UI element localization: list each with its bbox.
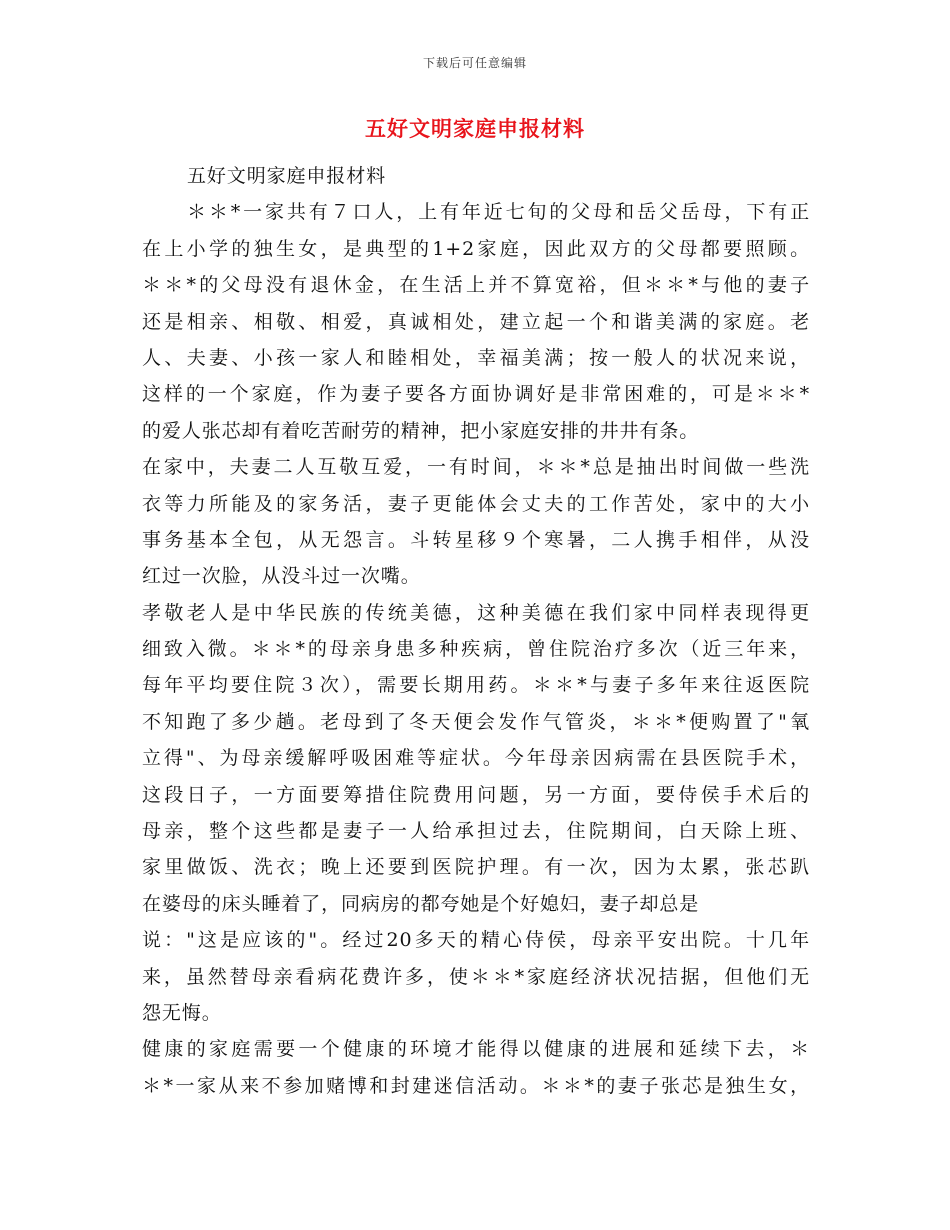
body-line: 健康的家庭需要一个健康的环境才能得以健康的进展和延续下去，＊ [142, 1038, 810, 1061]
body-line: 孝敬老人是中华民族的传统美德，这种美德在我们家中同样表现得更 [142, 601, 810, 624]
body-line: 立得"、为母亲缓解呼吸困难等症状。今年母亲因病需在县医院手术， [142, 747, 810, 770]
body-line: 衣等力所能及的家务活，妻子更能体会丈夫的工作苦处，家中的大小 [142, 492, 810, 515]
body-line: 说："这是应该的"。经过20多天的精心侍侯，母亲平安出院。十几年 [142, 929, 810, 952]
body-line: 来，虽然替母亲看病花费许多，使＊＊*家庭经济状况拮据，但他们无 [142, 965, 810, 988]
body-line: 人、夫妻、小孩一家人和睦相处，幸福美满；按一般人的状况来说， [142, 346, 810, 369]
body-line: ＊＊*一家共有７口人，上有年近七旬的父母和岳父岳母，下有正 [187, 201, 810, 224]
body-line: 事务基本全包，从无怨言。斗转星移９个寒暑，二人携手相伴，从没 [142, 528, 810, 551]
header-note: 下载后可任意编辑 [422, 56, 527, 70]
body-line: 这样的一个家庭，作为妻子要各方面协调好是非常困难的，可是＊＊* [142, 383, 810, 406]
body-line: ＊*一家从来不参加赌博和封建迷信活动。＊＊*的妻子张芯是独生女， [142, 1074, 810, 1097]
body-line: 不知跑了多少趟。老母到了冬天便会发作气管炎，＊＊*便购置了"氧 [142, 710, 810, 733]
body-line: 家里做饭、洗衣；晚上还要到医院护理。有一次，因为太累，张芯趴 [142, 856, 810, 879]
body-line: 每年平均要住院３次），需要长期用药。＊＊*与妻子多年来往返医院 [142, 674, 810, 697]
body-line: 怨无悔。 [142, 1001, 222, 1024]
body-line: 红过一次脸，从没斗过一次嘴。 [142, 565, 421, 588]
body-line: 这段日子，一方面要筹措住院费用问题，另一方面，要侍侯手术后的 [142, 783, 810, 806]
body-line: 还是相亲、相敬、相爱，真诚相处，建立起一个和谐美满的家庭。老 [142, 310, 810, 333]
body-line: 细致入微。＊＊*的母亲身患多种疾病，曾住院治疗多次（近三年来， [142, 638, 810, 661]
document-body [142, 158, 810, 1104]
body-line: ＊＊*的父母没有退休金，在生活上并不算宽裕，但＊＊*与他的妻子 [142, 274, 810, 297]
body-line: 母亲，整个这些都是妻子一人给承担过去，住院期间，白天除上班、 [142, 820, 810, 843]
body-line: 在家中，夫妻二人互敬互爱，一有时间，＊＊*总是抽出时间做一些洗 [142, 456, 810, 479]
body-line: 的爱人张芯却有着吃苦耐劳的精神，把小家庭安排的井井有条。 [142, 419, 700, 442]
body-line: 在婆母的床头睡着了，同病房的都夸她是个好媳妇，妻子却总是 [142, 892, 700, 915]
document-title: 五好文明家庭申报材料 [365, 116, 585, 141]
body-line: 在上小学的独生女，是典型的1+2家庭，因此双方的父母都要照顾。 [142, 237, 810, 260]
subtitle-line: 五好文明家庭申报材料 [187, 165, 387, 187]
